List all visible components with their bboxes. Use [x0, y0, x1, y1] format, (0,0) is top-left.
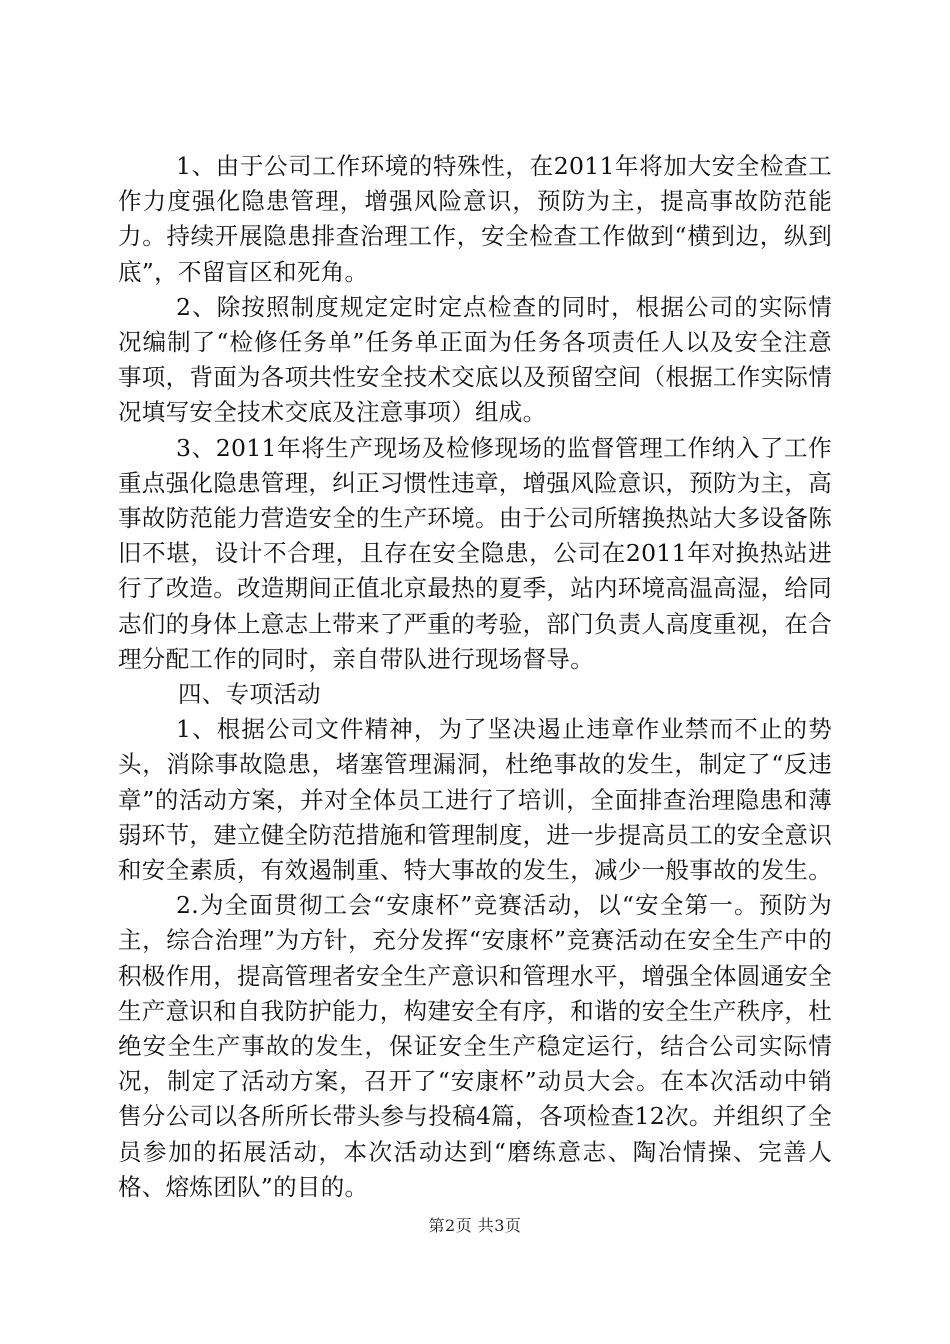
page-number-footer: 第2页 共3页	[428, 1216, 522, 1235]
paragraph-ankang-cup: 2.为全面贯彻工会“安康杯”竞赛活动，以“安全第一。预防为主，综合治理”为方针，充分发挥“安康杯”竞赛活动在安全生产中的积极作用，提高管理者安全生产意识和管理水平，增强全体圆通安全生产意识和自我防护能力，构建安全有序，和谐的安全生产秩序，杜绝安全生产事故的发生，保证安全生产稳定运行，结合公司实际情况，制定了活动方案，召开了“安康杯”动员大会。在本次活动中销售分公司以各所所长带头参与投稿4篇，各项检查12次。并组织了全员参加的拓展活动，本次活动达到“磨练意志、陶冶情操、完善人格、熔炼团队”的目的。	[118, 891, 832, 1201]
paragraph-site-supervision: 3、2011年将生产现场及检修现场的监督管理工作纳入了工作重点强化隐患管理，纠正习惯性违章，增强风险意识，预防为主，高事故防范能力营造安全的生产环境。由于公司所辖换热站大多设备陈旧不堪，设计不合理，且存在安全隐患，公司在2011年对换热站进行了改造。改造期间正值北京最热的夏季，站内环境高温高湿，给同志们的身体上意志上带来了严重的考验，部门负责人高度重视，在合理分配工作的同时，亲自带队进行现场督导。	[118, 433, 832, 673]
paragraph-anti-violation: 1、根据公司文件精神，为了坚决遏止违章作业禁而不止的势头，消除事故隐患，堵塞管理漏洞，杜绝事故的发生，制定了“反违章”的活动方案，并对全体员工进行了培训，全面排查治理隐患和薄弱环节，建立健全防范措施和管理制度，进一步提高员工的安全意识和安全素质，有效遏制重、特大事故的发生，减少一般事故的发生。	[118, 715, 832, 885]
section-heading-special-activities: 四、专项活动	[178, 680, 321, 709]
paragraph-inspection-intensity: 1、由于公司工作环境的特殊性，在2011年将加大安全检查工作力度强化隐患管理，增强风险意识，预防为主，提高事故防范能力。持续开展隐患排查治理工作，安全检查工作做到“横到边，纵到底”，不留盲区和死角。	[118, 152, 832, 286]
paragraph-maintenance-task-sheet: 2、除按照制度规定定时定点检查的同时，根据公司的实际情况编制了“检修任务单”任务单正面为任务各项责任人以及安全注意事项，背面为各项共性安全技术交底以及预留空间（根据工作实际情况填写安全技术交底及注意事项）组成。	[118, 292, 832, 427]
document-body	[118, 149, 832, 1205]
